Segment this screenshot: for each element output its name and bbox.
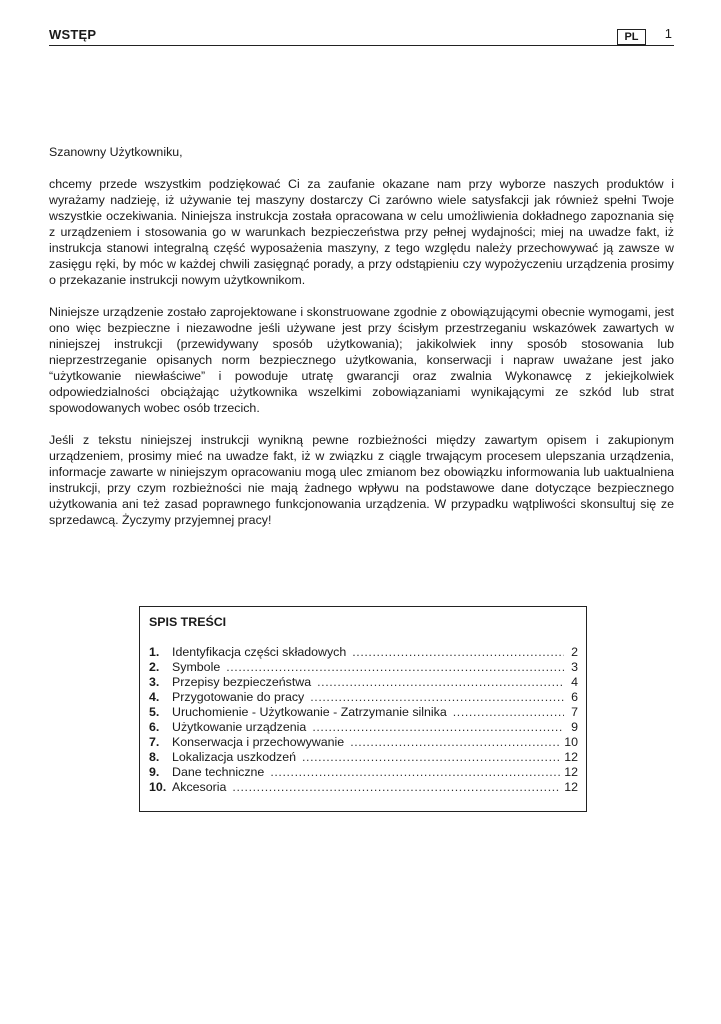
toc-entry[interactable] bbox=[149, 735, 578, 750]
intro-paragraph: chcemy przede wszystkim podziękować Ci za zaufanie okazane nam przy wyborze naszych produktów i wyrażamy nadzieję, iż używanie tej maszyny dostarczy Ci zarówno wiele satysfakcji jak również spełni Twoje wszystkie oczekiwania. Niniejsza instrukcja została opracowana w celu umożliwienia dokładnego zapoznania się z urządzeniem i stosowania go w warunkach bezpieczeństwa przy pełnej wydajności; miej na uwadze fakt, iż instrukcja stanowi integralną część wyposażenia maszyny, z tego względu należy przechowywać ją zawsze w zasięgu ręki, by móc w każdej chwili zasięgnąć porady, a przy odstąpieniu czy wypożyczeniu urządzenia prosimy o przekazanie instrukcji nowym użytkownikom. bbox=[49, 177, 674, 287]
intro-text bbox=[49, 144, 674, 544]
toc-entry-number: 2. bbox=[149, 660, 160, 674]
toc-entry-number: 9. bbox=[149, 765, 160, 779]
toc-dot-leader bbox=[310, 690, 564, 705]
language-badge: PL bbox=[617, 29, 646, 45]
toc-entry-page: 12 bbox=[564, 750, 578, 764]
toc-entry-label: Dane techniczne bbox=[172, 765, 265, 779]
toc-entry-label: Identyfikacja części składowych bbox=[172, 645, 347, 659]
toc-entry-number: 5. bbox=[149, 705, 160, 719]
toc-entry[interactable] bbox=[149, 675, 578, 690]
toc-entry-number: 10. bbox=[149, 780, 167, 794]
table-of-contents bbox=[139, 606, 587, 812]
toc-entry-label: Lokalizacja uszkodzeń bbox=[172, 750, 296, 764]
toc-entry-page: 12 bbox=[564, 780, 578, 794]
toc-entry-label: Użytkowanie urządzenia bbox=[172, 720, 307, 734]
toc-entry-number: 3. bbox=[149, 675, 160, 689]
toc-dot-leader bbox=[302, 750, 560, 765]
toc-title: SPIS TREŚCI bbox=[149, 615, 227, 629]
toc-entry-page: 3 bbox=[571, 660, 578, 674]
toc-entry-label: Akcesoria bbox=[172, 780, 227, 794]
toc-entry-page: 10 bbox=[564, 735, 578, 749]
toc-entry[interactable] bbox=[149, 750, 578, 765]
toc-entry-label: Uruchomienie - Użytkowanie - Zatrzymanie silnika bbox=[172, 705, 447, 719]
toc-entry-number: 4. bbox=[149, 690, 160, 704]
toc-dot-leader bbox=[352, 645, 564, 660]
intro-paragraph: Niniejsze urządzenie zostało zaprojektowane i skonstruowane zgodnie z obowiązującymi obecnie wymogami, jest ono więc bezpieczne i niezawodne jeśli używane jest przy ścisłym przestrzeganiu wskazówek zawartych w niniejszej instrukcji (przewidywany sposób użytkowania); jakikolwiek inny sposób stosowania lub nieprzestrzeganie opisanych norm bezpiecznego użytkowania, konserwacji i napraw uważane jest jako “użytkowanie niewłaściwe” i powoduje utratę gwarancji oraz zwalnia Wykonawcę z jekiejkolwiek odpowiedzialności obciążając użytkownika wszelkimi zobowiązaniami wynikającymi ze szkód lub strat spowodowanych wobec osób trzecich. bbox=[49, 305, 674, 415]
page-number: 1 bbox=[664, 26, 672, 41]
toc-entry-number: 7. bbox=[149, 735, 160, 749]
toc-entry[interactable] bbox=[149, 780, 578, 795]
toc-entry-page: 6 bbox=[571, 690, 578, 704]
toc-dot-leader bbox=[312, 720, 564, 735]
toc-entry[interactable] bbox=[149, 660, 578, 675]
section-title: WSTĘP bbox=[49, 27, 97, 42]
toc-dot-leader bbox=[317, 675, 564, 690]
toc-entry-page: 12 bbox=[564, 765, 578, 779]
toc-entry-label: Przepisy bezpieczeństwa bbox=[172, 675, 312, 689]
toc-entry[interactable] bbox=[149, 705, 578, 720]
toc-dot-leader bbox=[350, 735, 560, 750]
toc-dot-leader bbox=[226, 660, 564, 675]
toc-list bbox=[149, 645, 578, 795]
toc-dot-leader bbox=[453, 705, 564, 720]
toc-entry-number: 1. bbox=[149, 645, 160, 659]
toc-entry-label: Przygotowanie do pracy bbox=[172, 690, 305, 704]
toc-entry[interactable] bbox=[149, 645, 578, 660]
greeting: Szanowny Użytkowniku, bbox=[49, 145, 183, 159]
toc-entry-page: 4 bbox=[571, 675, 578, 689]
toc-entry-page: 2 bbox=[571, 645, 578, 659]
intro-paragraph: Jeśli z tekstu niniejszej instrukcji wynikną pewne rozbieżności między zawartym opisem i zakupionym urządzeniem, prosimy mieć na uwadze fakt, iż w związku z ciągle trwającym procesem ulepszania urządzenia, informacje zawarte w niniejszym opracowaniu mogą ulec zmianom bez obowiązku informowania lub uaktualniena instrukcji, przy czym rozbieżności nie mają żadnego wpływu na podstawowe dane dotyczące bezpiecznego użytkowania ani też zasad poprawnego funkcjonowania urządzenia. W przypadku wątpliwości skonsultuj się ze sprzedawcą. Życzymy przyjemnej pracy! bbox=[49, 433, 674, 527]
toc-dot-leader bbox=[270, 765, 560, 780]
page-header bbox=[49, 26, 674, 46]
toc-entry-number: 6. bbox=[149, 720, 160, 734]
toc-entry[interactable] bbox=[149, 690, 578, 705]
toc-entry-number: 8. bbox=[149, 750, 160, 764]
toc-entry-label: Symbole bbox=[172, 660, 221, 674]
toc-entry[interactable] bbox=[149, 720, 578, 735]
toc-entry[interactable] bbox=[149, 765, 578, 780]
toc-entry-page: 9 bbox=[571, 720, 578, 734]
toc-entry-label: Konserwacja i przechowywanie bbox=[172, 735, 345, 749]
toc-dot-leader bbox=[232, 780, 560, 795]
toc-entry-page: 7 bbox=[571, 705, 578, 719]
